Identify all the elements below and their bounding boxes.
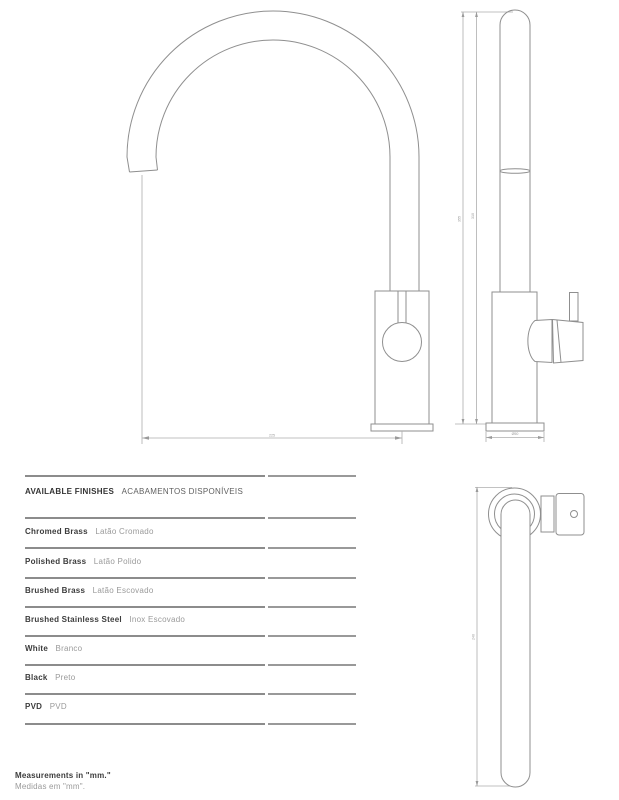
side-handle-stick	[570, 293, 579, 322]
finish-row	[25, 644, 356, 653]
finish-name-pt: PVD	[49, 702, 67, 711]
table-header-pt: ACABAMENTOS DISPONÍVEIS	[121, 487, 244, 496]
front-spout-outer-line	[127, 11, 419, 291]
finish-name-en: Black	[25, 673, 48, 682]
finish-name-en: Polished Brass	[25, 557, 87, 566]
side-height-spout-label: 310	[471, 213, 475, 219]
finish-name-pt: Branco	[55, 644, 83, 653]
top-spout	[501, 500, 530, 787]
front-spout-tip	[130, 170, 158, 172]
side-body	[492, 292, 537, 423]
front-reach-arrow-left	[142, 436, 149, 439]
table-header	[25, 487, 356, 496]
finish-name-pt: Latão Escovado	[92, 586, 154, 595]
front-view-drawing	[127, 11, 433, 444]
side-dim-arrow	[462, 12, 465, 17]
finish-row	[25, 702, 356, 711]
side-spout-tube	[500, 10, 530, 292]
side-base-width-label: Ø50	[511, 432, 519, 436]
top-handle-block	[556, 494, 584, 536]
finish-name-pt: Preto	[55, 673, 76, 682]
front-base-flange	[371, 424, 433, 431]
front-cartridge-circle	[383, 323, 422, 362]
table-header-en: AVAILABLE FINISHES	[25, 487, 115, 496]
finish-row	[25, 527, 356, 536]
top-view-drawing	[472, 487, 585, 787]
finish-row	[25, 673, 356, 682]
table-rule	[25, 547, 356, 549]
side-height-total-label: 355	[457, 216, 462, 222]
table-rule	[25, 577, 356, 579]
table-rule	[25, 723, 356, 725]
top-length-label: 240	[471, 634, 476, 640]
finish-name-en: Brushed Brass	[25, 586, 86, 595]
finish-row	[25, 557, 356, 566]
side-base-arrow	[538, 436, 544, 439]
finish-name-en: Chromed Brass	[25, 527, 88, 536]
finish-name-en: White	[25, 644, 49, 653]
table-rule	[25, 693, 356, 695]
top-handle-connector	[541, 496, 554, 532]
finish-row	[25, 586, 356, 595]
table-rule	[25, 664, 356, 666]
finish-row	[25, 615, 356, 624]
finish-name-pt: Latão Polido	[93, 557, 142, 566]
side-dim-arrow	[462, 419, 465, 424]
front-spout-inner-line	[156, 40, 390, 291]
side-view-drawing	[455, 10, 583, 442]
measurements-note-pt: Medidas em "mm".	[15, 782, 86, 791]
table-rule	[25, 635, 356, 637]
side-base-arrow	[486, 436, 492, 439]
top-dim-arrow	[476, 781, 479, 786]
front-reach-label: 225	[269, 433, 275, 438]
table-rule	[25, 606, 356, 608]
side-handle-joint	[528, 320, 552, 363]
side-dim-arrow	[475, 419, 478, 424]
finish-name-en: PVD	[25, 702, 43, 711]
side-base-flange	[486, 423, 544, 431]
front-reach-arrow-right	[395, 436, 402, 439]
table-rule	[25, 475, 356, 477]
finish-name-en: Brushed Stainless Steel	[25, 615, 122, 624]
measurements-note-en: Measurements in "mm."	[15, 771, 111, 780]
side-spout-seam	[500, 169, 530, 174]
finish-name-pt: Inox Escovado	[129, 615, 186, 624]
table-rule	[25, 517, 356, 519]
side-dim-arrow	[475, 12, 478, 17]
finish-name-pt: Latão Cromado	[95, 527, 154, 536]
